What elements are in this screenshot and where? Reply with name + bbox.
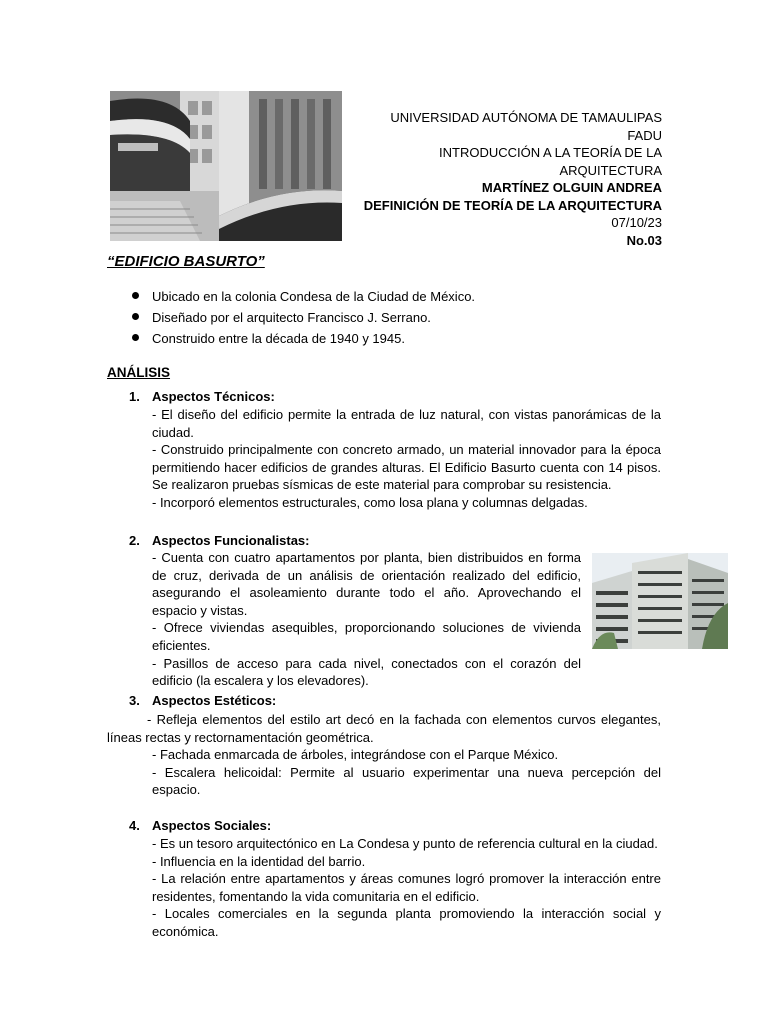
section-heading-functional (129, 533, 309, 548)
course-name-line2: ARQUITECTURA (559, 162, 662, 178)
assignment-title: DEFINICIÓN DE TEORÍA DE LA ARQUITECTURA (363, 197, 662, 213)
paragraph: - Locales comerciales en la segunda planta promoviendo la interacción social y económica. (152, 906, 661, 939)
section-title: Aspectos Técnicos: (152, 389, 275, 404)
paragraph: - Fachada enmarcada de árboles, integrándose con el Parque México. (152, 747, 559, 763)
section-body-technical (152, 406, 661, 512)
section-body-functional (152, 549, 581, 690)
paragraph: - Es un tesoro arquitectónico en La Condesa y punto de referencia cultural en la ciudad. (152, 836, 658, 851)
paragraph: - Construido principalmente con concreto armado, un material innovador para la época permitiendo hacer edificios de grandes alturas. El Edificio Basurto cuenta con 14 pisos. Se realizaron pruebas sísmicas de este material para comprobar su resistencia. (152, 442, 661, 493)
paragraph: - Ofrece viviendas asequibles, proporcionando soluciones de vivienda eficientes. (152, 620, 581, 653)
document-header (342, 109, 662, 249)
course-name-line1: INTRODUCCIÓN A LA TEORÍA DE LA (439, 145, 662, 160)
paragraph: - Cuenta con cuatro apartamentos por planta, bien distribuidos en forma de cruz, derivada de un análisis de orientación realizado del edificio, asegurando el asoleamiento durante todo el año. Aprovechando el espacio y vistas. (152, 550, 581, 618)
section-body-social (152, 835, 661, 941)
paragraph: - El diseño del edificio permite la entrada de luz natural, con vistas panorámicas de la ciudad. (152, 407, 661, 440)
section-title: Aspectos Sociales: (152, 818, 272, 833)
section-number: 3. (129, 693, 140, 708)
document-number: No.03 (626, 232, 662, 248)
section-title: Aspectos Funcionalistas: (152, 533, 310, 548)
university-name: UNIVERSIDAD AUTÓNOMA DE TAMAULIPAS (390, 110, 662, 125)
section-number: 2. (129, 533, 140, 548)
author-name: MARTÍNEZ OLGUIN ANDREA (481, 180, 662, 195)
section-heading-aesthetic (129, 693, 276, 708)
entrance-photo (110, 91, 219, 241)
building-photo (592, 553, 728, 649)
section-heading-technical (129, 389, 275, 404)
section-body-aesthetic (107, 711, 661, 799)
paragraph: - Escalera helicoidal: Permite al usuario experimentar una nueva percepción del espacio. (152, 764, 661, 798)
page-title: “EDIFICIO BASURTO” (107, 253, 265, 270)
section-title: Aspectos Estéticos: (152, 693, 277, 708)
bullet-item: Ubicado en la colonia Condesa de la Ciudad de México. (132, 286, 475, 307)
paragraph: - Incorporó elementos estructurales, como losa plana y columnas delgadas. (152, 494, 588, 510)
bullet-item: Diseñado por el arquitecto Francisco J. Serrano. (132, 307, 475, 328)
summary-bullets (132, 286, 475, 349)
analysis-heading: ANÁLISIS (107, 365, 171, 380)
faculty-name: FADU (627, 127, 662, 143)
paragraph: - La relación entre apartamentos y áreas comunes logró promover la interacción entre residentes, fomentando la vida comunitaria en el edificio. (152, 871, 661, 904)
document-date: 07/10/23 (611, 215, 662, 230)
facade-photo (219, 91, 342, 241)
paragraph: - Pasillos de acceso para cada nivel, conectados con el corazón del edificio (la escalera y los elevadores). (152, 655, 581, 689)
section-number: 1. (129, 389, 140, 404)
section-number: 4. (129, 818, 140, 833)
paragraph: - Refleja elementos del estilo art decó en la fachada con elementos curvos elegantes, líneas rectas y rectornamentación geométrica. (107, 712, 661, 745)
bullet-item: Construido entre la década de 1940 y 1945. (132, 328, 475, 349)
section-heading-social (129, 818, 271, 833)
paragraph: - Influencia en la identidad del barrio. (152, 853, 366, 869)
